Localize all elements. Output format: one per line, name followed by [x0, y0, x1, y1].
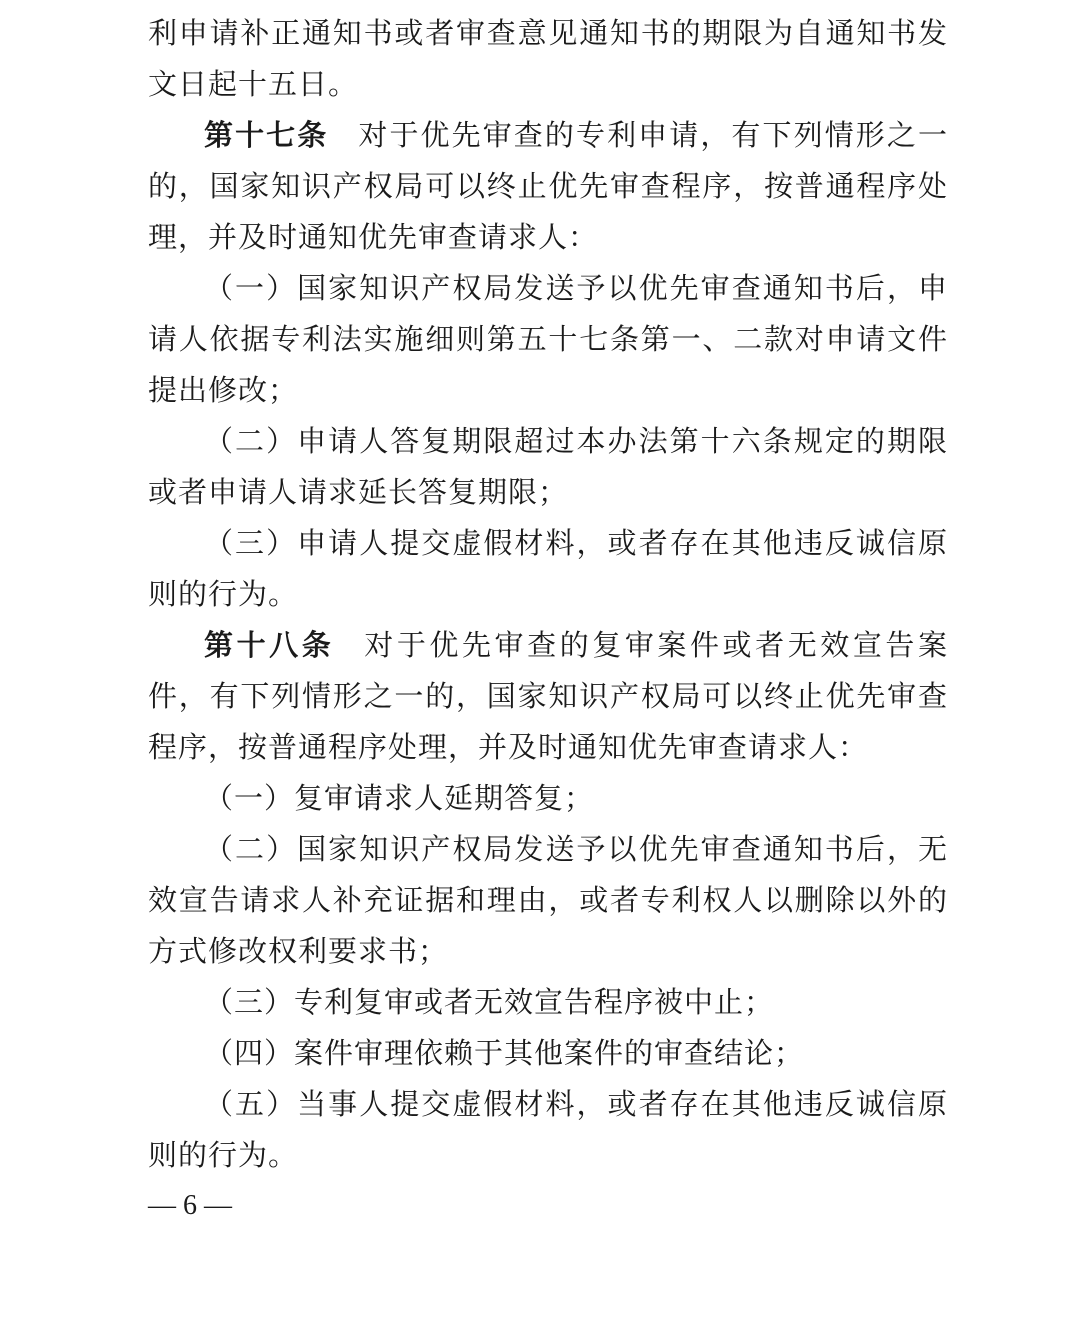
list-item [148, 824, 948, 977]
paragraph-text: 利申请补正通知书或者审查意见通知书的期限为自通知书发文日起十五日。 [148, 16, 948, 101]
list-item [148, 263, 948, 416]
list-item [148, 1028, 948, 1079]
list-item [148, 518, 948, 620]
article-paragraph [148, 110, 948, 263]
paragraph-text: （二）申请人答复期限超过本办法第十六条规定的期限或者申请人请求延长答复期限； [148, 424, 948, 509]
page-number: — 6 — [148, 1190, 232, 1221]
paragraph [148, 8, 948, 110]
list-item [148, 977, 948, 1028]
paragraph-text: （三）申请人提交虚假材料，或者存在其他违反诚信原则的行为。 [148, 526, 948, 611]
paragraph-text: （四）案件审理依赖于其他案件的审查结论； [204, 1036, 805, 1070]
list-item [148, 416, 948, 518]
paragraph-text: （三）专利复审或者无效宣告程序被中止； [204, 985, 775, 1019]
paragraph-text: （五）当事人提交虚假材料，或者存在其他违反诚信原则的行为。 [148, 1087, 948, 1172]
paragraph-text: 对于优先审查的复审案件或者无效宣告案件，有下列情形之一的，国家知识产权局可以终止优先审查程序，按普通程序处理，并及时通知优先审查请求人： [148, 628, 948, 764]
article-paragraph [148, 620, 948, 773]
paragraph-text: 对于优先审查的专利申请，有下列情形之一的，国家知识产权局可以终止优先审查程序，按普通程序处理，并及时通知优先审查请求人： [148, 118, 948, 254]
paragraph-text: （一）复审请求人延期答复； [204, 781, 595, 815]
list-item [148, 773, 948, 824]
list-item [148, 1079, 948, 1181]
paragraph-text: （二）国家知识产权局发送予以优先审查通知书后，无效宣告请求人补充证据和理由，或者专利权人以删除以外的方式修改权利要求书； [148, 832, 948, 968]
paragraph-text: （一）国家知识产权局发送予以优先审查通知书后，申请人依据专利法实施细则第五十七条第一、二款对申请文件提出修改； [148, 271, 948, 407]
article-title: 第十八条 [204, 628, 335, 662]
document-body [148, 8, 948, 1181]
article-title: 第十七条 [204, 118, 329, 152]
